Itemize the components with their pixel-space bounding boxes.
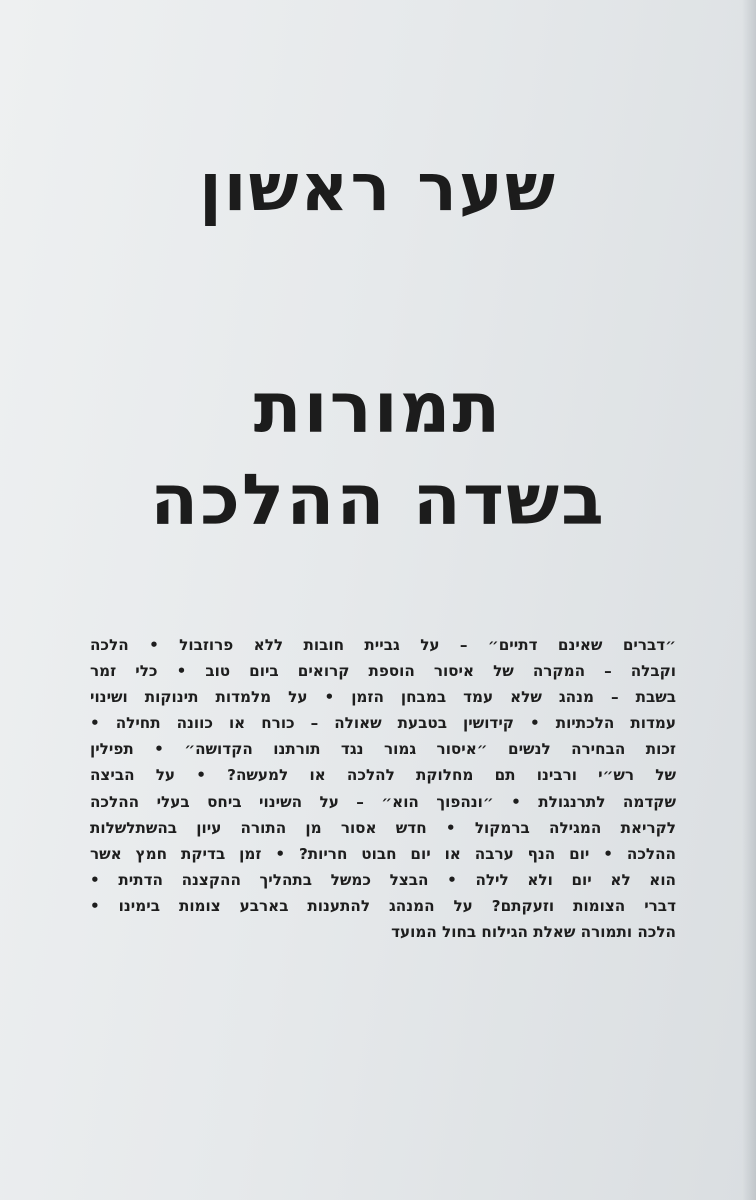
gate-title: שער ראשון (199, 149, 557, 226)
contents-line: של רש״י ורבינו תם מחלוקת להלכה או למעשה? • על הביצה (90, 766, 676, 785)
contents-line: זכות הבחירה לנשים ״איסור גמור נגד תורתנו הקדושה״ • תפילין (90, 740, 676, 759)
contents-line: וקבלה – המקרה של איסור הוספת קרואים ביום טוב • כלי זמר (90, 662, 676, 681)
contents-line: עמדות הלכתיות • קידושין בטבעת שאולה – כורח או כוונה תחילה • (90, 714, 676, 733)
main-title-line-1: תמורות (253, 367, 503, 449)
contents-line: בשבת – מנהג שלא עמד במבחן הזמן • על מלמדות תינוקות ושינוי (90, 688, 676, 707)
contents-paragraph (90, 632, 676, 945)
contents-line: ההלכה • יום הנף ערבה או יום חבוט חריות? • זמן בדיקת חמץ אשר (90, 844, 676, 863)
contents-line: לקריאת המגילה ברמקול • חדש אסור מן התורה עיון בהשתלשלות (90, 818, 676, 837)
main-title (0, 362, 756, 546)
contents-line: שקדמה לתרנגולת • ״ונהפוך הוא״ – על השינוי ביחס בעלי ההלכה (90, 792, 676, 811)
contents-line: ״דברים שאינם דתיים״ – על גביית חובות ללא פרוזבול • הלכה (90, 636, 676, 654)
page-edge-shadow (742, 0, 756, 1200)
contents-line: הלכה ותמורה שאלת הגילוח בחול המועד (391, 923, 676, 942)
contents-line: דברי הצומות וזעקתם? על המנהג להתענות בארבע צומות בימינו • (90, 896, 676, 915)
main-title-line-2: בשדה ההלכה (150, 459, 606, 541)
contents-line: הוא לא יום ולא לילה • הבצל כמשל בתהליך ההקצנה הדתית • (90, 870, 676, 889)
